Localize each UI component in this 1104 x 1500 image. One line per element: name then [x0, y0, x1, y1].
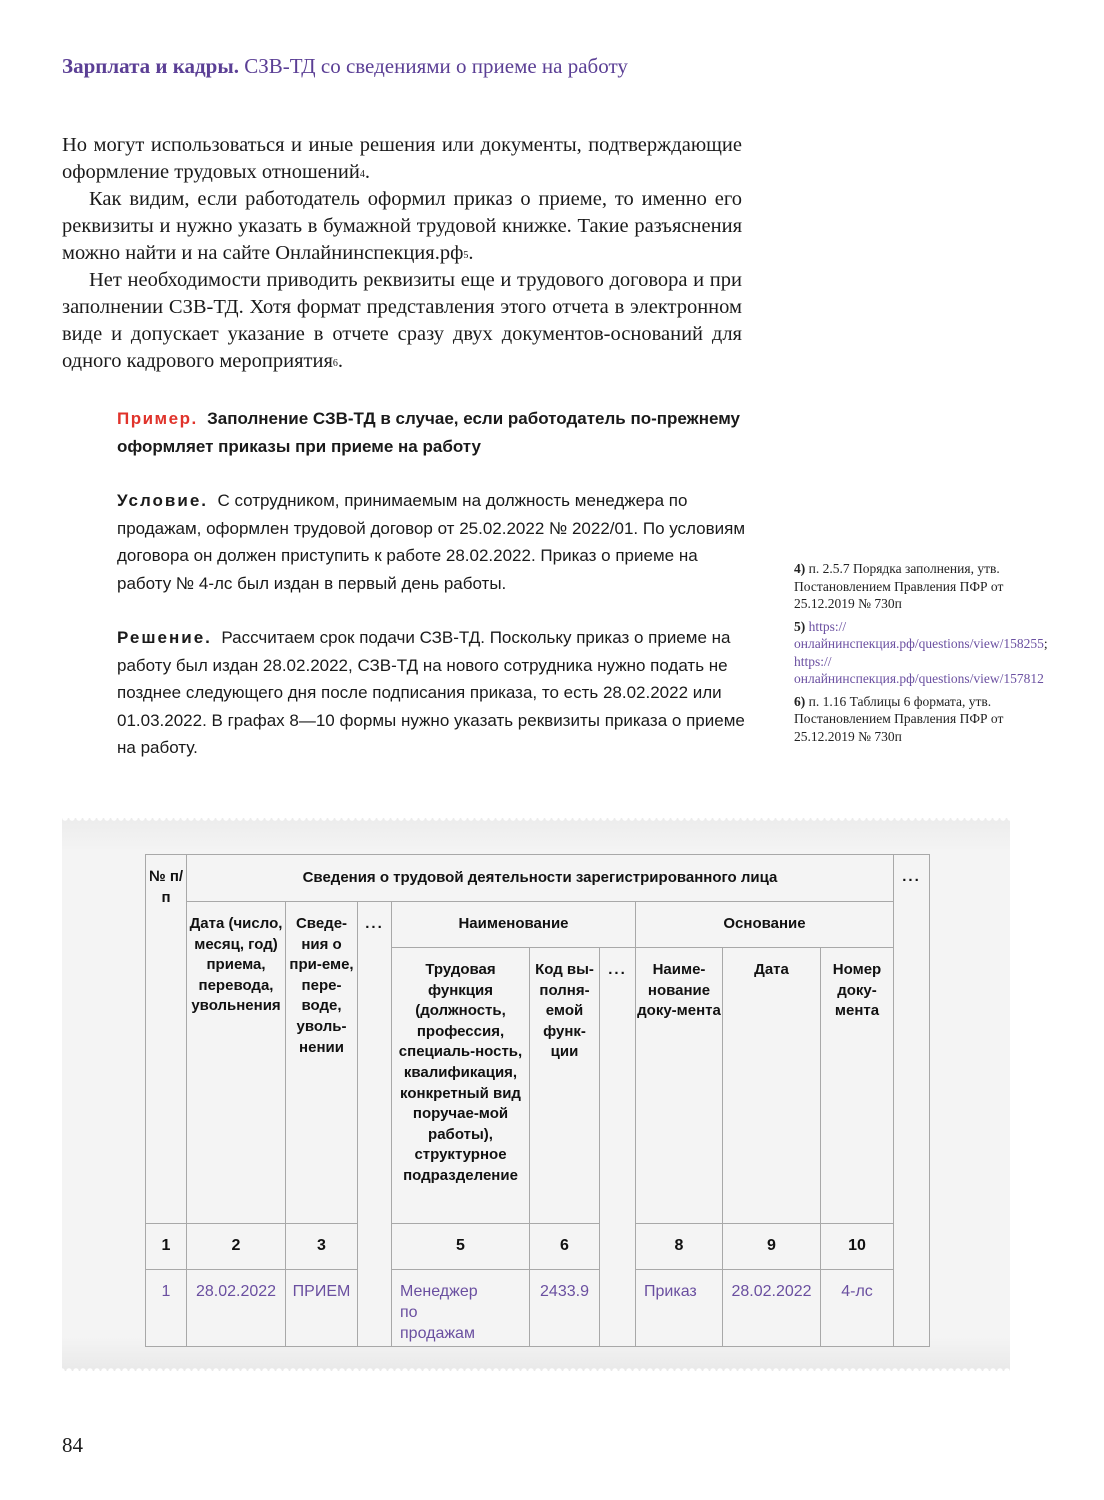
- header-doc-number: Номер доку-мента: [821, 948, 894, 1224]
- header-num: № п/п: [146, 855, 187, 1224]
- cell-doc-name: Приказ: [636, 1270, 723, 1347]
- cell-function: Менеджер по продажам: [392, 1270, 530, 1347]
- header-function: Трудовая функция (должность, профессия, специаль-ность, квалификация, конкретный вид поручае-мой работы), структурное подразделение: [392, 948, 530, 1224]
- cell-doc-number: 4-лс: [821, 1270, 894, 1347]
- torn-edge-bottom: [62, 1367, 1010, 1371]
- footnote-ref-5[interactable]: 5: [463, 250, 469, 261]
- col-num-8: 8: [636, 1224, 723, 1270]
- header-date: Дата (число, месяц, год) приема, перевода, увольнения: [187, 902, 286, 1224]
- example-box: [117, 405, 747, 762]
- footnotes: [794, 560, 1048, 750]
- example-heading: [117, 405, 747, 460]
- cell-doc-date: 28.02.2022: [723, 1270, 821, 1347]
- solution-text: Рассчитаем срок подачи СЗВ-ТД. Поскольку приказ о приеме на работу был издан 28.02.2022, СЗВ-ТД на нового сотрудника нужно подать не позднее следующего дня после подписания приказа, то есть 28.02.2022 или 01.03.2022. В графах 8—10 формы нужно указать реквизиты приказа о приеме на работу.: [117, 628, 745, 757]
- col-num-9: 9: [723, 1224, 821, 1270]
- condition-label: Условие.: [117, 491, 208, 510]
- paragraph-3: Нет необходимости приводить реквизиты еще и трудового договора и при заполнении СЗВ-ТД. Хотя формат представления этого отчета в электронном виде и допускает указание в отчете сразу двух документов-оснований для одного кадрового мероприятия$^6$.: [62, 269, 742, 372]
- footnote-link-2[interactable]: https://онлайнинспекция.рф/questions/view/157812: [794, 653, 1044, 686]
- footnote-5: 5) https://онлайнинспекция.рф/questions/view/158255; https://онлайнинспекция.рф/questions/view/157812: [794, 618, 1048, 686]
- running-head: [62, 54, 628, 79]
- form-panel: [62, 818, 1010, 1371]
- condition-text: С сотрудником, принимаемым на должность менеджера по продажам, оформлен трудовой договор от 25.02.2022 № 2022/01. По условиям договора он должен приступить к работе 28.02.2022. Приказ о приеме на работу № 4-лс был издан в первый день работы.: [117, 491, 746, 593]
- cell-date: 28.02.2022: [187, 1270, 286, 1347]
- example-condition: [117, 487, 747, 597]
- table-row: [146, 1270, 930, 1347]
- solution-label: Решение.: [117, 628, 212, 647]
- example-title: Заполнение СЗВ-ТД в случае, если работодатель по-прежнему оформляет приказы при приеме на работу: [117, 409, 740, 456]
- footnote-ref-6[interactable]: 6: [332, 358, 338, 369]
- col-num-10: 10: [821, 1224, 894, 1270]
- col-num-3: 3: [286, 1224, 358, 1270]
- col-num-2: 2: [187, 1224, 286, 1270]
- header-group: Сведения о трудовой деятельности зарегистрированного лица: [187, 855, 894, 902]
- col-num-5: 5: [392, 1224, 530, 1270]
- footnote-link-1[interactable]: https://онлайнинспекция.рф/questions/view/158255: [794, 618, 1044, 651]
- paragraph-2: Как видим, если работодатель оформил приказ о приеме, то именно его реквизиты и нужно указать в бумажной трудовой книжке. Такие разъяснения можно найти и на сайте $Онлайнинспекция.рф^5$.: [62, 188, 742, 264]
- cell-num: 1: [146, 1270, 187, 1347]
- header-ellipsis-4: ...: [358, 902, 392, 1347]
- szv-td-form-table: [145, 854, 930, 1347]
- header-ellipsis-7: ...: [600, 948, 636, 1347]
- col-num-1: 1: [146, 1224, 187, 1270]
- header-ellipsis-right: ...: [894, 855, 930, 1347]
- page-number: 84: [62, 1433, 83, 1457]
- header-info: Сведе-ния о при-еме, пере-воде, уволь-нении: [286, 902, 358, 1224]
- paragraph-1: Но могут использоваться и иные решения или документы, подтверждающие оформление трудовых отношений$^4$.: [62, 134, 742, 183]
- header-doc-date: Дата: [723, 948, 821, 1224]
- column-numbers-row: [146, 1224, 930, 1270]
- header-doc-name: Наиме-нование доку-мента: [636, 948, 723, 1224]
- cell-code: 2433.9: [530, 1270, 600, 1347]
- header-naming: Наименование: [392, 902, 636, 948]
- body-text: [62, 132, 742, 375]
- header-basis: Основание: [636, 902, 894, 948]
- footnote-4: 4) п. 2.5.7 Порядка заполнения, утв. Постановлением Правления ПФР от 25.12.2019 № 730п: [794, 561, 1004, 611]
- cell-info: ПРИЕМ: [286, 1270, 358, 1347]
- torn-edge-top: [62, 818, 1010, 822]
- running-head-title: СЗВ-ТД со сведениями о приеме на работу: [244, 54, 628, 78]
- example-label: Пример.: [117, 409, 198, 428]
- col-num-6: 6: [530, 1224, 600, 1270]
- running-head-section: Зарплата и кадры.: [62, 54, 240, 78]
- header-code: Код вы-полня-емой функ-ции: [530, 948, 600, 1224]
- footnote-6: 6) п. 1.16 Таблицы 6 формата, утв. Постановлением Правления ПФР от 25.12.2019 № 730п: [794, 693, 1004, 744]
- example-solution: [117, 624, 747, 762]
- footnote-ref-4[interactable]: 4: [359, 169, 365, 180]
